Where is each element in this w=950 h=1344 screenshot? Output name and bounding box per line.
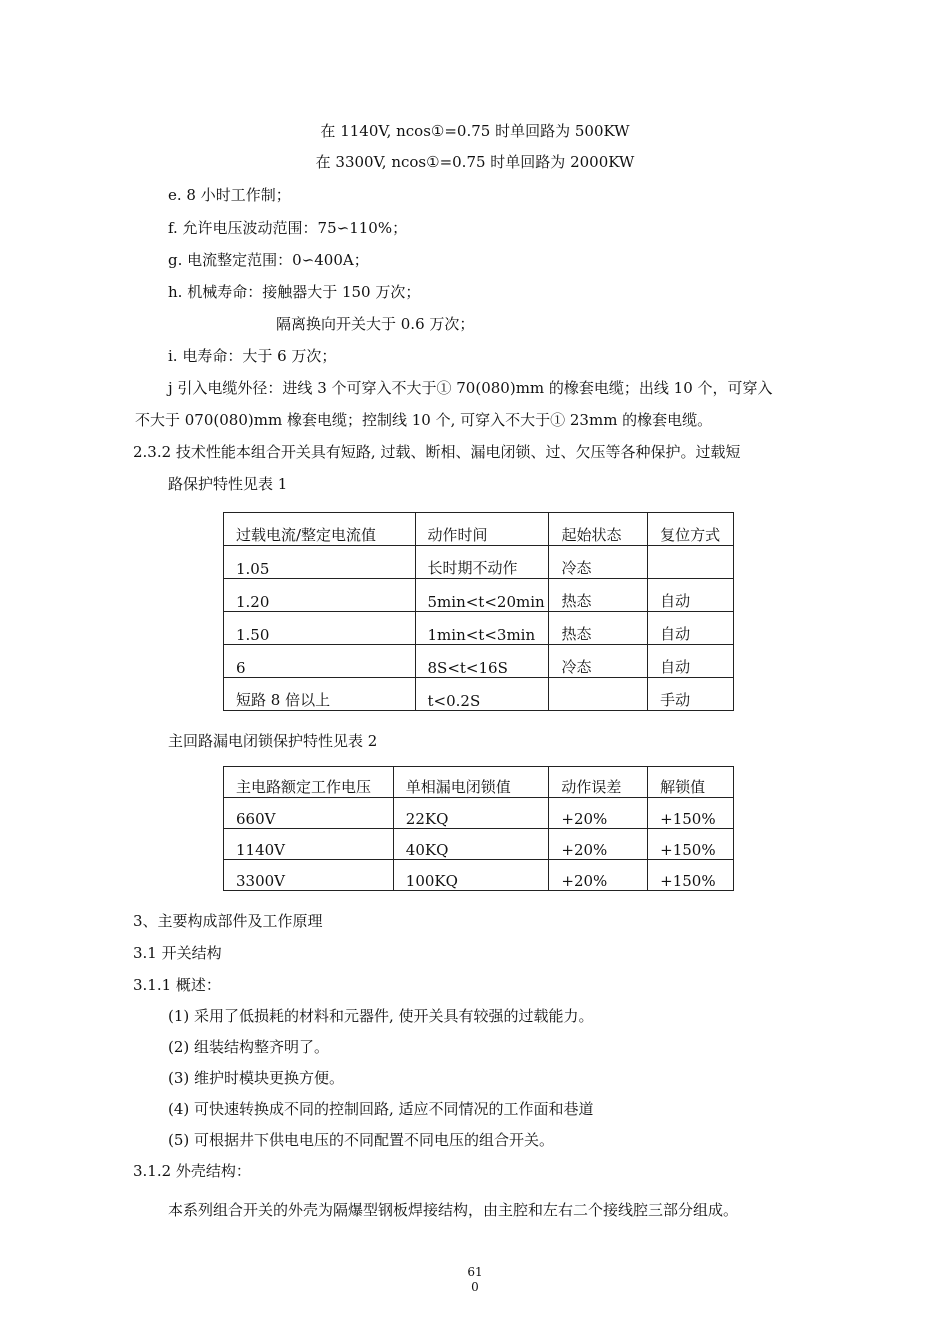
table-cell: +150%: [648, 860, 734, 891]
item-j-line2: 不大于 070(080)mm 橡套电缆；控制线 10 个, 可穿入不大于① 23mm 的橡套电缆。: [135, 411, 713, 429]
table-cell: 热态: [549, 579, 648, 612]
item-h-continued: 隔离换向开关大于 0.6 万次；: [276, 315, 475, 333]
table-cell: 660V: [224, 798, 394, 829]
table-cell: 自动: [648, 645, 734, 678]
table-cell: +150%: [648, 798, 734, 829]
table-header-cell: 解锁值: [648, 767, 734, 798]
list-item-4: (4) 可快速转换成不同的控制回路, 适应不同情况的工作面和巷道: [168, 1100, 594, 1118]
table-cell: +20%: [549, 860, 648, 891]
item-f: f. 允许电压波动范围：75∽110%；: [168, 219, 408, 237]
table-header-cell: 动作时间: [415, 513, 549, 546]
table-cell: 1.20: [224, 579, 416, 612]
table-row: [224, 645, 734, 678]
table-cell: +150%: [648, 829, 734, 860]
table-row: [224, 579, 734, 612]
table-cell: 3300V: [224, 860, 394, 891]
table-cell: [549, 678, 648, 711]
table-row: [224, 798, 734, 829]
table-row: [224, 678, 734, 711]
table-cell: 5min<t<20min: [415, 579, 549, 612]
table-2-caption: 主回路漏电闭锁保护特性见表 2: [168, 732, 378, 750]
section-3-1-2-heading: 3.1.2 外壳结构：: [133, 1162, 251, 1180]
table-row: [224, 546, 734, 579]
table-header-row: [224, 767, 734, 798]
table-header-cell: 动作误差: [549, 767, 648, 798]
overload-protection-table: [223, 512, 734, 711]
table-cell: 自动: [648, 579, 734, 612]
table-cell: [648, 546, 734, 579]
table-cell: 100KQ: [393, 860, 549, 891]
table-header-cell: 过载电流/整定电流值: [224, 513, 416, 546]
table-cell: 热态: [549, 612, 648, 645]
item-j-line1: j 引入电缆外径：进线 3 个可穿入不大于① 70(080)mm 的橡套电缆；出线 10 个，可穿入: [168, 379, 773, 397]
table-cell: 长时期不动作: [415, 546, 549, 579]
table-cell: 手动: [648, 678, 734, 711]
item-h: h. 机械寿命：接触器大于 150 万次；: [168, 283, 421, 301]
table-header-cell: 起始状态: [549, 513, 648, 546]
table-cell: 冷态: [549, 546, 648, 579]
list-item-5: (5) 可根据井下供电电压的不同配置不同电压的组合开关。: [168, 1131, 555, 1149]
table-cell: 自动: [648, 612, 734, 645]
section-3-1-heading: 3.1 开关结构: [133, 944, 222, 962]
section-3-heading: 3、主要构成部件及工作原理: [133, 912, 323, 930]
table-cell: 6: [224, 645, 416, 678]
table-cell: 22KQ: [393, 798, 549, 829]
page-number-suffix: 0: [471, 1280, 479, 1294]
table-header-cell: 主电路额定工作电压: [224, 767, 394, 798]
table-cell: 1min<t<3min: [415, 612, 549, 645]
table-row: [224, 860, 734, 891]
page-number: 61: [467, 1265, 483, 1279]
table-cell: t<0.2S: [415, 678, 549, 711]
spec-line-3300v: 在 3300V, ncos①=0.75 时单回路为 2000KW: [315, 153, 635, 171]
table-cell: +20%: [549, 829, 648, 860]
item-i: i. 电寿命：大于 6 万次；: [168, 347, 337, 365]
section-3-1-1-heading: 3.1.1 概述：: [133, 976, 221, 994]
spec-line-1140v: 在 1140V, ncos①=0.75 时单回路为 500KW: [320, 122, 630, 140]
table-cell: 1140V: [224, 829, 394, 860]
item-g: g. 电流整定范围：0∽400A；: [168, 251, 369, 269]
section-2-3-2: 2.3.2 技术性能本组合开关具有短路, 过载、断相、漏电闭锁、过、欠压等各种保护。过载短: [133, 443, 741, 461]
table-header-row: [224, 513, 734, 546]
item-e: e. 8 小时工作制；: [168, 186, 291, 204]
table-cell: 冷态: [549, 645, 648, 678]
table-row: [224, 612, 734, 645]
list-item-1: (1) 采用了低损耗的材料和元器件, 使开关具有较强的过载能力。: [168, 1007, 594, 1025]
table-row: [224, 829, 734, 860]
table-header-cell: 复位方式: [648, 513, 734, 546]
table-cell: 1.50: [224, 612, 416, 645]
section-2-3-2-continued: 路保护特性见表 1: [168, 475, 288, 493]
table-header-cell: 单相漏电闭锁值: [393, 767, 549, 798]
table-cell: 40KQ: [393, 829, 549, 860]
leakage-lockout-table: [223, 766, 734, 891]
list-item-2: (2) 组装结构整齐明了。: [168, 1038, 330, 1056]
table-cell: 8S<t<16S: [415, 645, 549, 678]
table-cell: +20%: [549, 798, 648, 829]
table-cell: 短路 8 倍以上: [224, 678, 416, 711]
table-cell: 1.05: [224, 546, 416, 579]
body-paragraph: 本系列组合开关的外壳为隔爆型钢板焊接结构，由主腔和左右二个接线腔三部分组成。: [168, 1201, 739, 1219]
list-item-3: (3) 维护时模块更换方便。: [168, 1069, 345, 1087]
